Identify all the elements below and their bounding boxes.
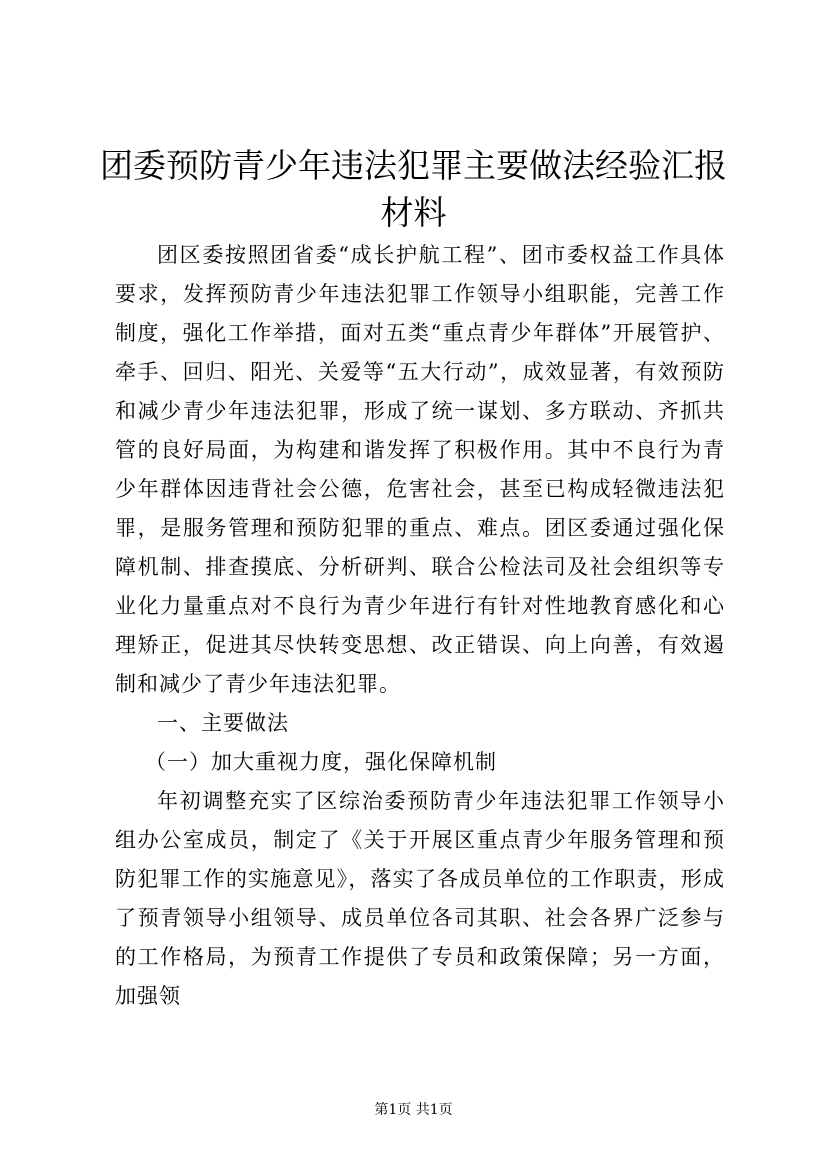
document-body [115,236,725,1016]
intro-paragraph: 团区委按照团省委“成长护航工程”、团市委权益工作具体要求，发挥预防青少年违法犯罪工作领导小组职能，完善工作制度，强化工作举措，面对五类“重点青少年群体”开展管护、牵手、回归、阳光、关爱等“五大行动”，成效显著，有效预防和减少青少年违法犯罪，形成了统一谋划、多方联动、齐抓共管的良好局面，为构建和谐发挥了积极作用。其中不良行为青少年群体因违背社会公德，危害社会，甚至已构成轻微违法犯罪，是服务管理和预防犯罪的重点、难点。团区委通过强化保障机制、排查摸底、分析研判、联合公检法司及社会组织等专业化力量重点对不良行为青少年进行有针对性地教育感化和心理矫正，促进其尽快转变思想、改正错误、向上向善，有效遏制和减少了青少年违法犯罪。 [115,243,725,696]
section-heading: 一、主要做法 [157,711,289,735]
subsection-heading: （一）加大重视力度，强化保障机制 [145,750,497,774]
document-title: 团委预防青少年违法犯罪主要做法经验汇报材料 [100,146,727,232]
subsection-paragraph: 年初调整充实了区综治委预防青少年违法犯罪工作领导小组办公室成员，制定了《关于开展区重点青少年服务管理和预防犯罪工作的实施意见》，落实了各成员单位的工作职责，形成了预青领导小组领导、成员单位各司其职、社会各界广泛参与的工作格局，为预青工作提供了专员和政策保障；另一方面，加强领 [115,789,725,1008]
page-number-footer: 第1页 共1页 [374,1102,453,1118]
